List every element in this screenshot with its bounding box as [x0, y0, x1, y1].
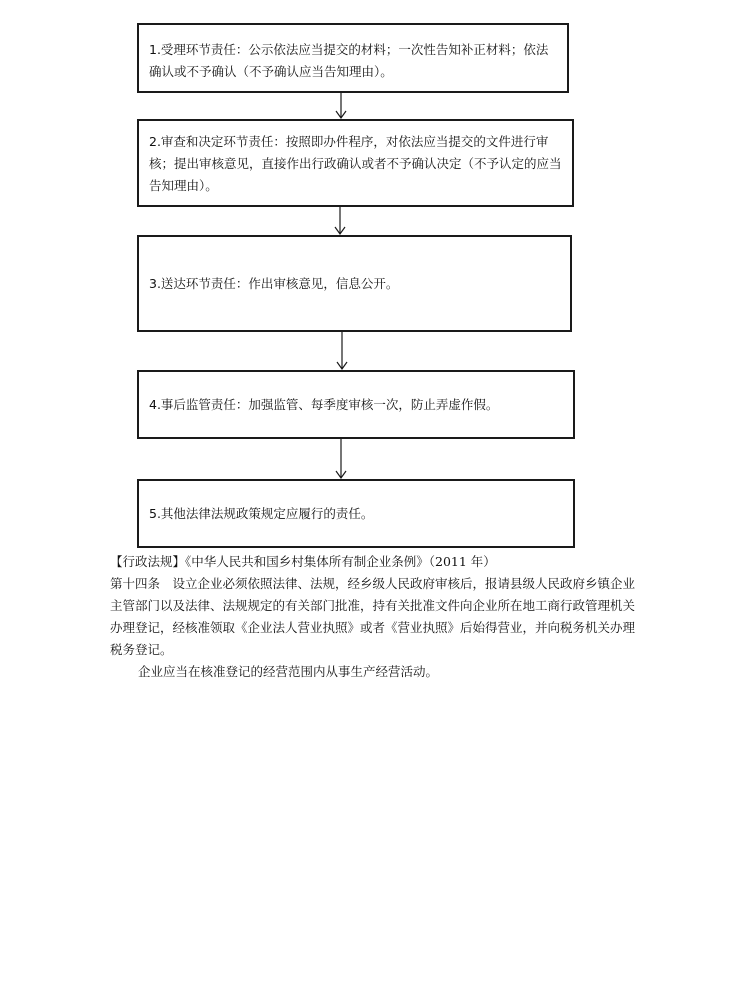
legal-heading: 【行政法规】《中华人民共和国乡村集体所有制企业条例》（2011 年）	[110, 554, 496, 569]
arrow-2-to-3	[335, 207, 345, 234]
legal-article-14: 第十四条 设立企业必须依照法律、法规，经乡级人民政府审核后，报请县级人民政府乡镇企业主管部门以及法律、法规规定的有关部门批准，持有关批准文件向企业所在地工商行政管理机关办理登记，经核准领取《企业法人营业执照》或者《营业执照》后始得营业，并向税务机关办理税务登记。	[110, 576, 636, 657]
arrow-3-to-4	[337, 332, 347, 369]
flow-step-1-text: 1.受理环节责任：公示依法应当提交的材料；一次性告知补正材料；依法确认或不予确认（不予确认应当告知理由）。	[149, 42, 549, 79]
flow-step-5-text: 5.其他法律法规政策规定应履行的责任。	[149, 505, 374, 521]
arrow-4-to-5	[336, 439, 346, 478]
flow-step-2-text: 2.审查和决定环节责任：按照即办件程序，对依法应当提交的文件进行审核；提出审核意见，直接作出行政确认或者不予确认决定（不予认定的应当告知理由）。	[149, 134, 562, 193]
flow-step-4-text: 4.事后监管责任：加强监管、每季度审核一次，防止弄虚作假。	[149, 396, 499, 412]
arrow-1-to-2	[336, 93, 346, 118]
legal-paragraph-2: 企业应当在核准登记的经营范围内从事生产经营活动。	[138, 664, 439, 679]
legal-section	[110, 551, 640, 683]
flow-step-3-text: 3.送达环节责任：作出审核意见，信息公开。	[149, 275, 399, 291]
